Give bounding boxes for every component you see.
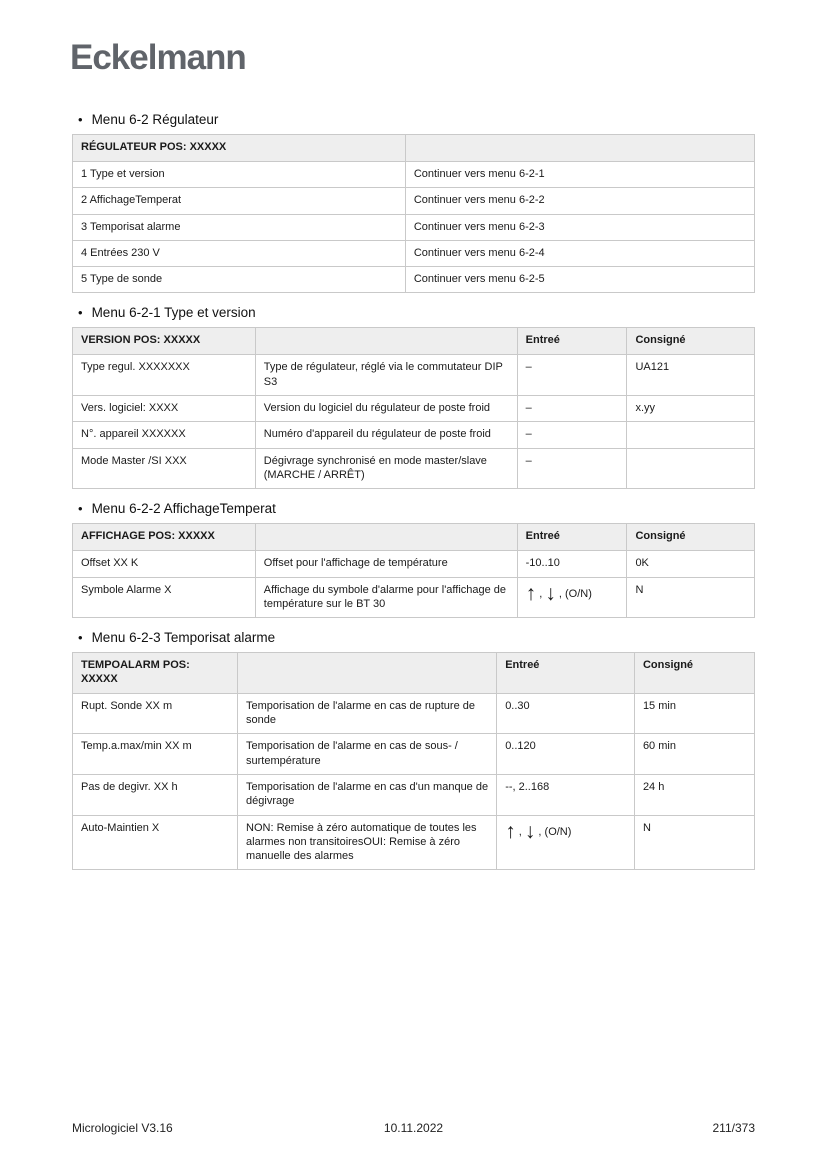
table-cell: 5 Type de sonde [73,267,406,293]
table-header-cell: Entreé [517,524,627,551]
table-cell: N°. appareil XXXXXX [73,422,256,448]
table-header-cell: Consigné [634,653,754,694]
table-header-cell [255,328,517,355]
table-row [73,240,755,266]
table-cell: Temporisation de l'alarme en cas de sous- / surtempérature [238,734,497,775]
table-row [73,774,755,815]
table-row [73,355,755,396]
section-heading-label: Menu 6-2-3 Temporisat alarme [91,630,276,646]
footer-page-number: 211/373 [712,1121,755,1135]
table-cell: 15 min [634,693,754,734]
table-cell: N [627,577,755,618]
table-row [73,551,755,577]
table-cell: Mode Master /SI XXX [73,448,256,489]
table-header-cell: TEMPOALARM POS: XXXXX [73,653,238,694]
table-cell: Type regul. XXXXXXX [73,355,256,396]
table-cell: – [517,355,627,396]
table-cell: Continuer vers menu 6-2-5 [405,267,754,293]
table-cell: 0..30 [497,693,635,734]
table-cell: Vers. logiciel: XXXX [73,396,256,422]
table-cell: x.yy [627,396,755,422]
section-heading [78,305,755,320]
table-cell: Affichage du symbole d'alarme pour l'affichage de température sur le BT 30 [255,577,517,618]
section-heading [78,112,755,127]
table-header-cell [255,524,517,551]
table-cell: Version du logiciel du régulateur de poste froid [255,396,517,422]
table-row [73,577,755,618]
table-cell: Pas de degivr. XX h [73,774,238,815]
menu-table [72,134,755,293]
eckelmann-logo: Eckelmann [70,38,246,77]
table-cell: Auto-Maintien X [73,815,238,870]
table-header-cell: VERSION POS: XXXXX [73,328,256,355]
table-header-cell: Entreé [497,653,635,694]
table-row [73,422,755,448]
cell-text: (O/N) [564,587,592,600]
bullet-icon: • [78,305,83,321]
table-cell: 4 Entrées 230 V [73,240,406,266]
separator-text: , [535,825,545,838]
table-cell: Numéro d'appareil du régulateur de poste froid [255,422,517,448]
table-cell: Type de régulateur, réglé via le commutateur DIP S3 [255,355,517,396]
separator-text: , [536,587,546,600]
table-cell: Temporisation de l'alarme en cas de rupture de sonde [238,693,497,734]
section-heading [78,501,755,516]
section-heading-label: Menu 6-2 Régulateur [91,112,219,127]
table-cell: UA121 [627,355,755,396]
table-cell: -10..10 [517,551,627,577]
table-cell: Offset pour l'affichage de température [255,551,517,577]
table-cell: Symbole Alarme X [73,577,256,618]
table-cell: Dégivrage synchronisé en mode master/slave (MARCHE / ARRÊT) [255,448,517,489]
down-arrow-icon: ↓ [524,819,536,843]
table-row [73,734,755,775]
bullet-icon: • [78,112,83,127]
table-cell: 60 min [634,734,754,775]
table-cell [627,422,755,448]
page-content [72,78,755,870]
table-row [73,396,755,422]
table-cell: Continuer vers menu 6-2-2 [405,188,754,214]
table-row [73,448,755,489]
up-arrow-icon: ↑ [505,819,516,843]
table-cell: 2 AffichageTemperat [73,188,406,214]
table-cell: – [517,422,627,448]
table-row [73,815,755,870]
table-row [73,693,755,734]
bullet-icon: • [78,501,83,517]
table-row [73,267,755,293]
sections [72,112,755,870]
cell-text: (O/N) [544,825,572,838]
table-cell: 3 Temporisat alarme [73,214,406,240]
table-cell: – [517,448,627,489]
table-header-cell: RÉGULATEUR POS: XXXXX [73,135,406,162]
table-cell: Temporisation de l'alarme en cas d'un manque de dégivrage [238,774,497,815]
table-cell: 0..120 [497,734,635,775]
table-header-row [73,135,755,162]
table-cell [627,448,755,489]
table-cell: Continuer vers menu 6-2-3 [405,214,754,240]
table-cell: 24 h [634,774,754,815]
table-header-cell: Entreé [517,328,627,355]
bullet-icon: • [78,630,83,646]
table-row [73,188,755,214]
menu-table [72,327,755,489]
table-header-row [73,328,755,355]
table-row [73,214,755,240]
table-cell: N [634,815,754,870]
table-cell: Temp.a.max/min XX m [73,734,238,775]
menu-table [72,523,755,618]
table-cell: 1 Type et version [73,162,406,188]
table-header-cell: Consigné [627,524,755,551]
table-cell [497,815,635,870]
menu-table [72,652,755,870]
table-header-cell [238,653,497,694]
up-arrow-icon: ↑ [525,581,537,605]
table-cell: Offset XX K [73,551,256,577]
table-cell: Continuer vers menu 6-2-1 [405,162,754,188]
table-cell: 0K [627,551,755,577]
section-heading [78,630,755,645]
table-cell: Continuer vers menu 6-2-4 [405,240,754,266]
footer-firmware-version: Micrologiciel V3.16 [72,1121,173,1135]
table-header-cell: Consigné [627,328,755,355]
table-cell: --, 2..168 [497,774,635,815]
table-header-cell: AFFICHAGE POS: XXXXX [73,524,256,551]
section-heading-label: Menu 6-2-1 Type et version [91,305,256,321]
table-cell: Rupt. Sonde XX m [73,693,238,734]
table-header-row [73,524,755,551]
separator-text: , [555,587,565,600]
table-cell: NON: Remise à zéro automatique de toutes les alarmes non transitoiresOUI: Remise à zéro manuelle des alarmes [238,815,497,870]
footer-date: 10.11.2022 [383,1121,444,1135]
table-cell [517,577,627,618]
table-cell: – [517,396,627,422]
table-header-cell [405,135,754,162]
down-arrow-icon: ↓ [545,581,556,605]
section-heading-label: Menu 6-2-2 AffichageTemperat [91,501,276,517]
table-row [73,162,755,188]
table-header-row [73,653,755,694]
separator-text: , [515,825,525,838]
